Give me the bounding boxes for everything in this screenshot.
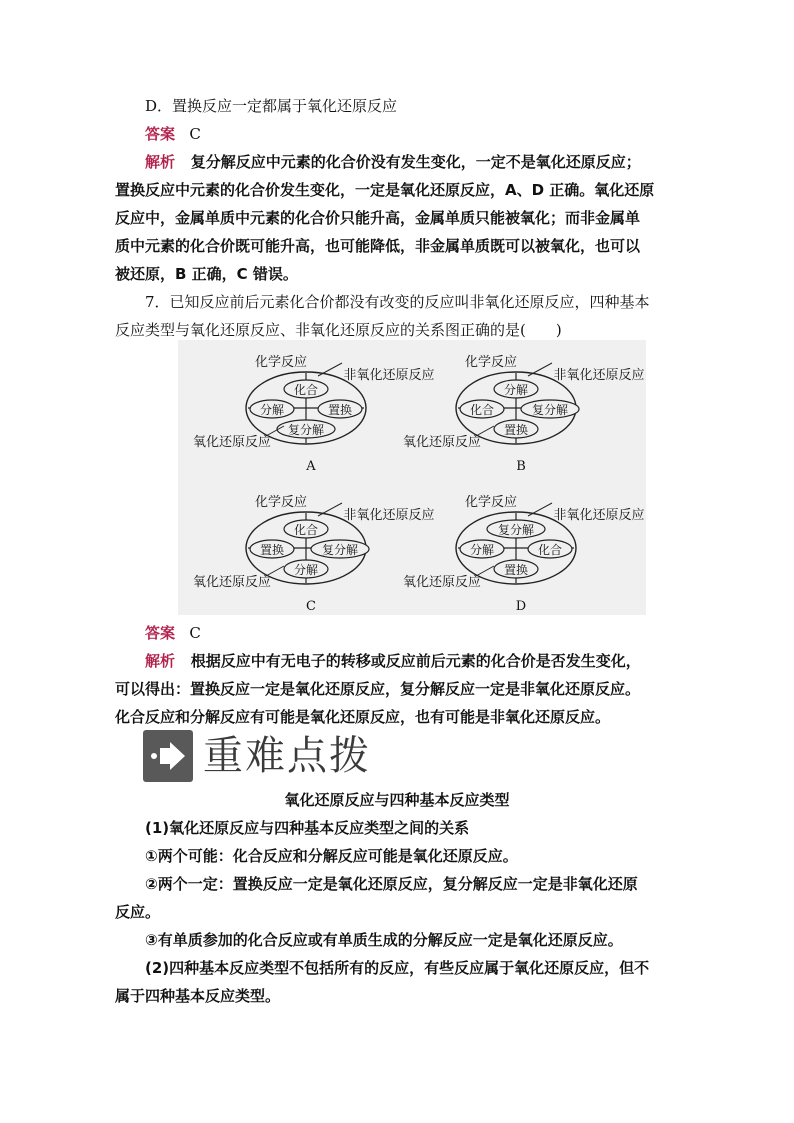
section-item-4: ③有单质参加的化合反应或有单质生成的分解反应一定是氧化还原反应。 [145, 931, 623, 949]
reaction-type-right: 复分解 [531, 403, 569, 417]
analysis-6-line-5: 被还原，B 正确，C 错误。 [115, 265, 298, 283]
answer-value: C [189, 125, 201, 143]
analysis-6-line-3: 反应中，金属单质中元素的化合价只能升高，金属单质只能被氧化；而非金属单 [115, 209, 641, 227]
non-redox-label: 非氧化还原反应 [343, 508, 435, 523]
diagram-panel-c [193, 494, 435, 614]
analysis-label: 解析 [145, 153, 176, 171]
answer-6 [145, 124, 201, 144]
analysis-7-line-3: 化合反应和分解反应有可能是氧化还原反应，也有可能是非氧化还原反应。 [115, 708, 611, 726]
reaction-type-right: 复分解 [321, 543, 359, 557]
analysis-6-line-2: 置换反应中元素的化合价发生变化，一定是氧化还原反应，A、D 正确。氧化还原 [115, 181, 655, 199]
reaction-type-left: 化合 [469, 403, 495, 417]
reaction-type-left: 分解 [259, 403, 285, 417]
section-item-2: ①两个可能：化合反应和分解反应可能是氧化还原反应。 [145, 847, 518, 865]
question-7-line-1: 7．已知反应前后元素化合价都没有改变的反应叫非氧化还原反应，四种基本 [145, 293, 650, 311]
non-redox-pointer [318, 363, 342, 376]
redox-label: 氧化还原反应 [402, 435, 482, 450]
section-banner [143, 730, 393, 782]
reaction-type-right: 置换 [327, 403, 353, 417]
reaction-type-bottom: 置换 [503, 423, 529, 437]
non-redox-pointer [528, 503, 552, 516]
section-item-3-cont: 反应。 [115, 903, 161, 921]
section-item-5: (2)四种基本反应类型不包括所有的反应，有些反应属于氧化还原反应，但不 [145, 959, 650, 977]
option-d: D．置换反应一定都属于氧化还原反应 [145, 97, 398, 115]
question-7-line-2: 反应类型与氧化还原反应、非氧化还原反应的关系图正确的是( ) [115, 321, 562, 339]
reaction-type-top: 分解 [503, 383, 529, 397]
diagram-panel-d [403, 494, 645, 614]
redox-label: 氧化还原反应 [192, 435, 272, 450]
reaction-type-bottom: 分解 [293, 563, 319, 577]
answer-label: 答案 [145, 624, 176, 642]
chemical-reaction-label: 化学反应 [254, 355, 308, 370]
banner-title: 重难点拨 [203, 733, 371, 779]
section-item-1: (1)氧化还原反应与四种基本反应类型之间的关系 [145, 819, 470, 837]
answer-label: 答案 [145, 125, 176, 143]
reaction-type-left: 置换 [259, 543, 285, 557]
reaction-type-top: 化合 [293, 383, 319, 397]
reaction-type-bottom: 置换 [503, 563, 529, 577]
reaction-type-right: 化合 [537, 543, 563, 557]
answer-value: C [189, 624, 201, 642]
non-redox-pointer [318, 503, 342, 516]
panel-letter: B [516, 459, 526, 474]
redox-label: 氧化还原反应 [192, 575, 272, 590]
non-redox-label: 非氧化还原反应 [553, 368, 645, 383]
analysis-7-line-1: 解析 根据反应中有无电子的转移或反应前后元素的化合价是否发生变化， [145, 652, 641, 670]
reaction-diagram [178, 340, 646, 615]
arrow-icon [143, 730, 193, 782]
reaction-type-top: 化合 [293, 523, 319, 537]
chemical-reaction-label: 化学反应 [254, 495, 308, 510]
non-redox-label: 非氧化还原反应 [553, 508, 645, 523]
chemical-reaction-label: 化学反应 [464, 495, 518, 510]
diagram-panel-b [403, 354, 645, 474]
panel-letter: D [515, 599, 527, 614]
analysis-7-line-2: 可以得出：置换反应一定是氧化还原反应，复分解反应一定是非氧化还原反应。 [115, 680, 641, 698]
section-item-5-cont: 属于四种基本反应类型。 [115, 987, 281, 1005]
chemical-reaction-label: 化学反应 [464, 355, 518, 370]
answer-7 [145, 623, 201, 643]
reaction-diagram-svg [178, 340, 646, 615]
panel-letter: C [306, 599, 316, 614]
non-redox-pointer [528, 363, 552, 376]
reaction-type-bottom: 复分解 [287, 423, 325, 437]
redox-label: 氧化还原反应 [402, 575, 482, 590]
non-redox-label: 非氧化还原反应 [343, 368, 435, 383]
panel-letter: A [306, 459, 316, 474]
section-title: 氧化还原反应与四种基本反应类型 [284, 791, 510, 809]
section-item-3: ②两个一定：置换反应一定是氧化还原反应，复分解反应一定是非氧化还原 [145, 875, 638, 893]
reaction-type-left: 分解 [469, 543, 495, 557]
reaction-type-top: 复分解 [497, 523, 535, 537]
analysis-6-line-4: 质中元素的化合价既可能升高，也可能降低，非金属单质既可以被氧化，也可以 [115, 237, 641, 255]
diagram-panel-a [193, 354, 435, 474]
analysis-label: 解析 [145, 652, 176, 670]
analysis-6-line-1: 解析 复分解反应中元素的化合价没有发生变化，一定不是氧化还原反应； [145, 153, 641, 171]
